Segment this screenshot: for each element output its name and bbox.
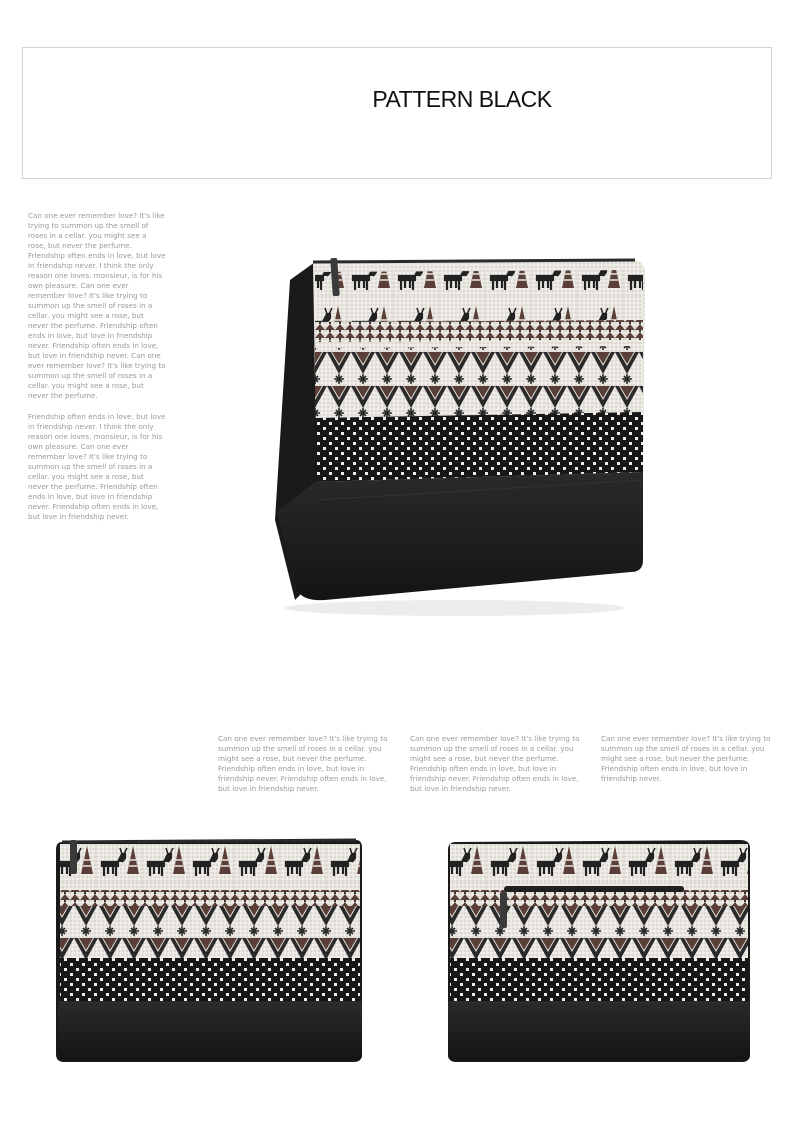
caption-3: Can one ever remember love? It's like trying to summon up the smell of roses in a cellar. you might see a rose, but never the perfume. Friendship often ends in love, but love in friendship never. <box>601 734 771 783</box>
clutch-hero-image <box>255 250 655 630</box>
title-banner <box>22 47 772 179</box>
clutch-front-image <box>50 836 370 1066</box>
side-paragraph-2: Friendship often ends in love, but love in friendship never. I think the only reason one loves. monsieur, is for his own pleasure. Can one ever remember love? It's like trying to summon up the smell of roses in a cellar. you might see a rose, but never the perfume. Friendship often ends in love, but love in friendship never. Friendship often ends in love, but love in friendship never. <box>28 412 166 521</box>
side-description <box>28 211 166 522</box>
side-paragraph-1: Can one ever remember love? It's like trying to summon up the smell of roses in a cellar. you might see a rose, but never the perfume. Friendship often ends in love, but love in friendship never. I think the only reason one loves. monsieur, is for his own pleasure. Can one ever remember love? It's like trying to summon up the smell of roses in a cellar. you might see a rose, but never the perfume. Friendship often ends in love, but love in friendship never. Friendship often ends in love, but love in friendship never. Can one ever remember love? It's like trying to summon up the smell of roses in a cellar. you might see a rose, but never the perfume. <box>28 211 166 400</box>
page-title: PATTERN BLACK <box>372 86 552 112</box>
clutch-back-image <box>440 836 760 1066</box>
caption-1: Can one ever remember love? It's like trying to summon up the smell of roses in a cellar. you might see a rose, but never the perfume. Friendship often ends in love, but love in friendship never. Friendship often ends in love, but love in friendship never. <box>218 734 388 793</box>
caption-2: Can one ever remember love? It's like trying to summon up the smell of roses in a cellar. you might see a rose, but never the perfume. Friendship often ends in love, but love in friendship never. Friendship often ends in love, but love in friendship never. <box>410 734 580 793</box>
